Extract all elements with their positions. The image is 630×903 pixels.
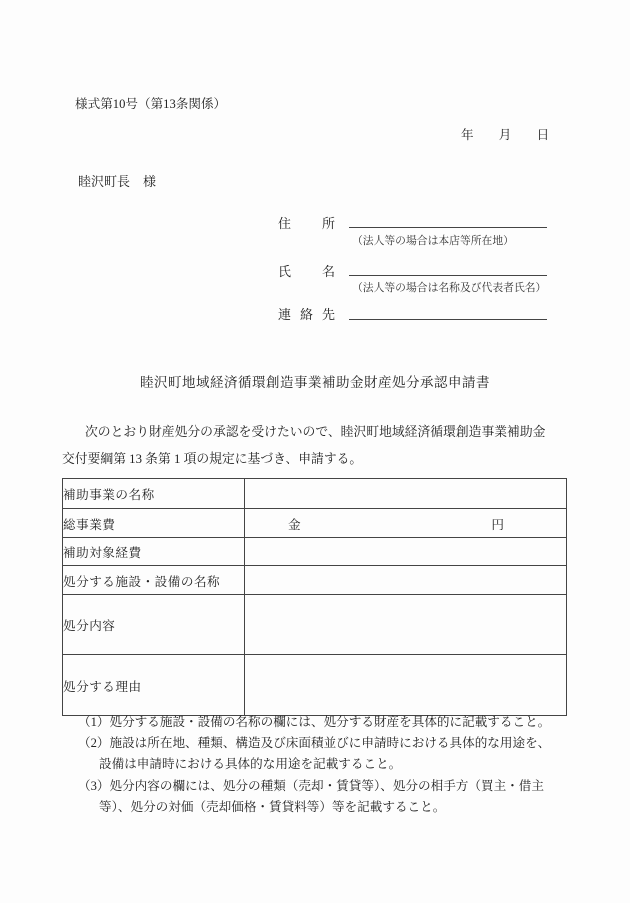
table-row [63, 595, 567, 655]
yen-suffix: 円 [491, 517, 504, 532]
note-line-3: （3）処分内容の欄には、処分の種類（売却・賃貸等）、処分の相手方（買主・借主 [78, 778, 544, 793]
name-input-line[interactable] [349, 259, 547, 276]
note-line-2-continued: 設備は申請時における具体的な用途を記載すること。 [99, 757, 402, 772]
contact-label: 連絡先 [278, 307, 345, 322]
date-line: 年 月 日 [461, 128, 550, 142]
row-label-project-name: 補助事業の名称 [63, 479, 245, 509]
body-text-line-2: 交付要綱第 13 条第 1 項の規定に基づき、申請する。 [62, 452, 363, 466]
contact-input-line[interactable] [349, 303, 547, 320]
notes-list [78, 712, 550, 818]
name-note: （法人等の場合は名称及び代表者氏名） [352, 282, 547, 294]
note-line-1: （1）処分する施設・設備の名称の欄には、処分する財産を具体的に記載すること。 [78, 715, 551, 729]
application-table [62, 478, 567, 716]
row-value-disposal-detail[interactable] [245, 595, 567, 655]
address-input-line[interactable] [349, 211, 547, 228]
row-value-project-name[interactable] [245, 479, 567, 509]
row-value-total-cost[interactable] [245, 509, 567, 538]
name-label: 氏名 [278, 264, 367, 279]
table-row [63, 566, 567, 595]
note-line-3-continued: 等）、処分の対価（売却価格・賃貸料等）等を記載すること。 [99, 799, 446, 814]
page-title: 睦沢町地域経済循環創造事業補助金財産処分承認申請書 [140, 375, 490, 390]
row-label-total-cost: 総事業費 [63, 509, 245, 538]
row-label-subsidized-expense: 補助対象経費 [63, 538, 245, 566]
row-value-disposal-reason[interactable] [245, 655, 567, 716]
row-label-facility-name: 処分する施設・設備の名称 [63, 566, 245, 595]
row-label-disposal-reason: 処分する理由 [63, 655, 245, 716]
yen-prefix: 金 [288, 517, 301, 532]
form-number: 様式第10号（第13条関係） [75, 97, 227, 111]
address-label: 住所 [278, 216, 367, 231]
address-note: （法人等の場合は本店等所在地） [352, 235, 514, 247]
note-line-2: （2）施設は所在地、種類、構造及び床面積並びに申請時における具体的な用途を、 [78, 736, 551, 751]
row-value-facility-name[interactable] [245, 566, 567, 595]
row-value-subsidized-expense[interactable] [245, 538, 567, 566]
body-text-line-1: 次のとおり財産処分の承認を受けたいので、睦沢町地域経済循環創造事業補助金 [85, 425, 546, 439]
table-row [63, 655, 567, 716]
table-row [63, 479, 567, 509]
addressee: 睦沢町長 様 [78, 174, 157, 189]
table-row [63, 538, 567, 566]
table-row [63, 509, 567, 538]
row-label-disposal-detail: 処分内容 [63, 595, 245, 655]
